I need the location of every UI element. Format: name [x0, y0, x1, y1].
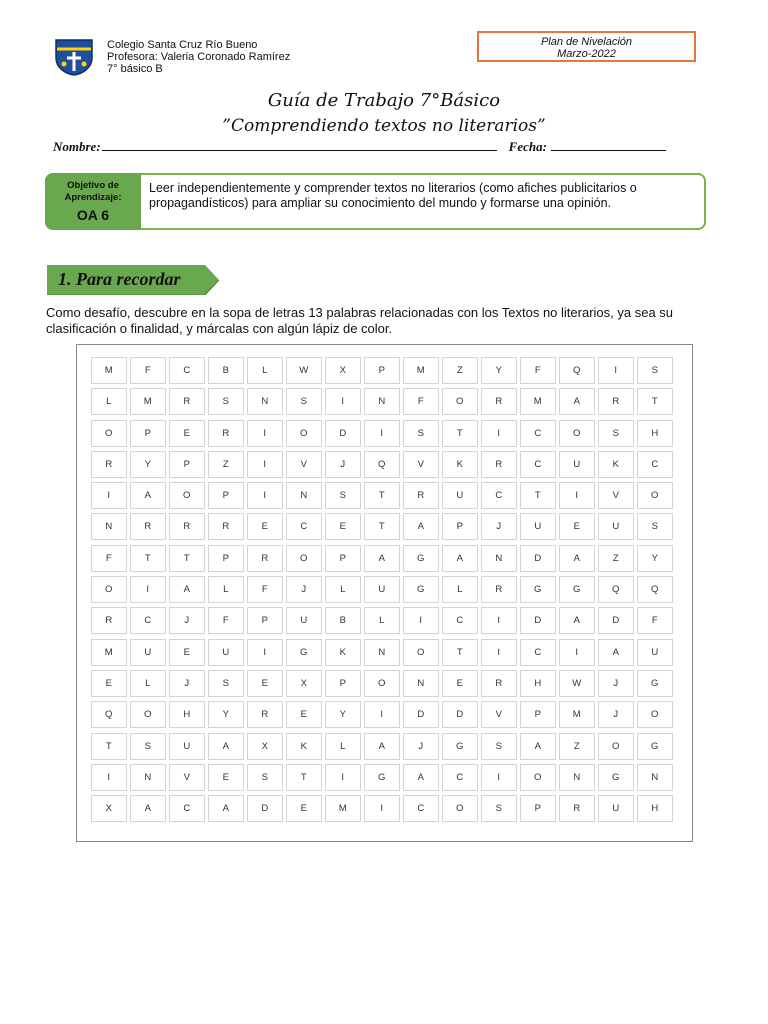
wordsearch-cell[interactable]: O — [169, 482, 205, 509]
wordsearch-cell[interactable]: G — [520, 576, 556, 603]
wordsearch-cell[interactable]: U — [637, 639, 673, 666]
wordsearch-cell[interactable]: Y — [637, 545, 673, 572]
wordsearch-cell[interactable]: V — [481, 701, 517, 728]
wordsearch-cell[interactable]: N — [559, 764, 595, 791]
wordsearch-cell[interactable]: E — [247, 670, 283, 697]
wordsearch-cell[interactable]: I — [559, 482, 595, 509]
wordsearch-cell[interactable]: B — [325, 607, 361, 634]
objective-label: Objetivo de Aprendizaje: — [64, 180, 122, 203]
wordsearch-cell[interactable]: G — [442, 733, 478, 760]
wordsearch-cell[interactable]: R — [169, 388, 205, 415]
wordsearch-cell[interactable]: T — [442, 639, 478, 666]
wordsearch-cell[interactable]: J — [169, 607, 205, 634]
wordsearch-cell[interactable]: A — [169, 576, 205, 603]
wordsearch-cell[interactable]: S — [130, 733, 166, 760]
wordsearch-cell[interactable]: X — [91, 795, 127, 822]
wordsearch-cell[interactable]: S — [325, 482, 361, 509]
wordsearch-cell[interactable]: I — [91, 482, 127, 509]
wordsearch-cell[interactable]: E — [559, 513, 595, 540]
wordsearch-cell[interactable]: A — [559, 388, 595, 415]
wordsearch-cell[interactable]: Z — [442, 357, 478, 384]
wordsearch-cell[interactable]: L — [130, 670, 166, 697]
wordsearch-cell[interactable]: W — [286, 357, 322, 384]
wordsearch-cell[interactable]: H — [637, 420, 673, 447]
wordsearch-cell[interactable]: O — [520, 764, 556, 791]
wordsearch-grid — [91, 357, 673, 822]
wordsearch-cell[interactable]: S — [247, 764, 283, 791]
wordsearch-cell[interactable]: T — [442, 420, 478, 447]
wordsearch-cell[interactable]: T — [286, 764, 322, 791]
wordsearch-cell[interactable]: O — [286, 420, 322, 447]
wordsearch-cell[interactable]: L — [91, 388, 127, 415]
wordsearch-cell[interactable]: Y — [130, 451, 166, 478]
wordsearch-cell[interactable]: A — [559, 545, 595, 572]
wordsearch-cell[interactable]: C — [442, 607, 478, 634]
wordsearch-cell[interactable]: I — [130, 576, 166, 603]
wordsearch-cell[interactable]: O — [442, 795, 478, 822]
wordsearch-cell[interactable]: G — [403, 545, 439, 572]
wordsearch-cell[interactable]: C — [169, 795, 205, 822]
wordsearch-cell[interactable]: A — [364, 733, 400, 760]
wordsearch-cell[interactable]: I — [364, 701, 400, 728]
wordsearch-cell[interactable]: I — [481, 420, 517, 447]
wordsearch-cell[interactable]: Q — [364, 451, 400, 478]
wordsearch-cell[interactable]: Z — [559, 733, 595, 760]
teacher-name: Profesora: Valeria Coronado Ramírez — [107, 51, 291, 63]
wordsearch-cell[interactable]: U — [598, 513, 634, 540]
wordsearch-cell[interactable]: P — [520, 795, 556, 822]
wordsearch-cell[interactable]: N — [403, 670, 439, 697]
wordsearch-cell[interactable]: I — [481, 639, 517, 666]
wordsearch-cell[interactable]: K — [442, 451, 478, 478]
wordsearch-cell[interactable]: G — [598, 764, 634, 791]
objective-text: Leer independientemente y comprender textos no literarios (como afiches publicitarios o propagandísticos) para ampliar su conocimiento del mundo y formarse una opinión. — [149, 181, 637, 210]
wordsearch-cell[interactable]: V — [403, 451, 439, 478]
wordsearch-cell[interactable]: R — [481, 576, 517, 603]
wordsearch-cell[interactable]: L — [325, 733, 361, 760]
wordsearch-cell[interactable]: C — [286, 513, 322, 540]
wordsearch-cell[interactable]: G — [286, 639, 322, 666]
wordsearch-cell[interactable]: I — [247, 482, 283, 509]
wordsearch-cell[interactable]: E — [169, 420, 205, 447]
wordsearch-cell[interactable]: F — [247, 576, 283, 603]
wordsearch-cell[interactable]: I — [325, 764, 361, 791]
wordsearch-cell[interactable]: H — [520, 670, 556, 697]
wordsearch-cell[interactable]: J — [325, 451, 361, 478]
wordsearch-cell[interactable]: E — [442, 670, 478, 697]
wordsearch-cell[interactable]: K — [325, 639, 361, 666]
wordsearch-cell[interactable]: D — [403, 701, 439, 728]
wordsearch-cell[interactable]: E — [286, 701, 322, 728]
wordsearch-cell[interactable]: E — [91, 670, 127, 697]
grade-label: 7° básico B — [107, 63, 163, 75]
wordsearch-cell[interactable]: Z — [208, 451, 244, 478]
wordsearch-cell[interactable]: P — [325, 670, 361, 697]
guide-title: Guía de Trabajo 7°Básico — [267, 90, 501, 111]
wordsearch-cell[interactable]: R — [169, 513, 205, 540]
wordsearch-cell[interactable]: E — [286, 795, 322, 822]
wordsearch-cell[interactable]: I — [559, 639, 595, 666]
wordsearch-cell[interactable]: D — [598, 607, 634, 634]
wordsearch-cell[interactable]: H — [637, 795, 673, 822]
instructions: Como desafío, descubre en la sopa de letras 13 palabras relacionadas con los Textos no literarios, ya sea su clasificación o finalidad, y márcalas con algún lápiz de color. — [46, 305, 674, 336]
wordsearch-cell[interactable]: K — [286, 733, 322, 760]
wordsearch-cell[interactable]: P — [325, 545, 361, 572]
wordsearch-cell[interactable]: I — [364, 420, 400, 447]
wordsearch-cell[interactable]: X — [286, 670, 322, 697]
wordsearch-cell[interactable]: R — [598, 388, 634, 415]
wordsearch-cell[interactable]: R — [247, 701, 283, 728]
wordsearch-cell[interactable]: V — [169, 764, 205, 791]
wordsearch-cell[interactable]: A — [403, 513, 439, 540]
wordsearch-cell[interactable]: L — [208, 576, 244, 603]
wordsearch-cell[interactable]: M — [325, 795, 361, 822]
wordsearch-cell[interactable]: M — [130, 388, 166, 415]
wordsearch-cell[interactable]: K — [598, 451, 634, 478]
wordsearch-cell[interactable]: O — [286, 545, 322, 572]
wordsearch-cell[interactable]: P — [520, 701, 556, 728]
wordsearch-cell[interactable]: R — [247, 545, 283, 572]
wordsearch-cell[interactable]: S — [481, 795, 517, 822]
wordsearch-cell[interactable]: O — [403, 639, 439, 666]
wordsearch-cell[interactable]: A — [130, 482, 166, 509]
wordsearch-cell[interactable]: U — [364, 576, 400, 603]
wordsearch-cell[interactable]: O — [130, 701, 166, 728]
wordsearch-cell[interactable]: M — [91, 639, 127, 666]
wordsearch-cell[interactable]: N — [637, 764, 673, 791]
wordsearch-cell[interactable]: J — [403, 733, 439, 760]
wordsearch-cell[interactable]: N — [364, 639, 400, 666]
wordsearch-cell[interactable]: I — [247, 420, 283, 447]
plan-box — [477, 31, 696, 62]
wordsearch-cell[interactable]: C — [520, 451, 556, 478]
wordsearch-cell[interactable]: A — [130, 795, 166, 822]
wordsearch-cell[interactable]: U — [208, 639, 244, 666]
wordsearch-cell[interactable]: T — [364, 482, 400, 509]
wordsearch-cell[interactable]: T — [91, 733, 127, 760]
wordsearch-cell[interactable]: F — [208, 607, 244, 634]
wordsearch-cell[interactable]: D — [442, 701, 478, 728]
wordsearch-cell[interactable]: Y — [481, 357, 517, 384]
name-label: Nombre: — [53, 139, 101, 154]
wordsearch-cell[interactable]: S — [403, 420, 439, 447]
wordsearch-cell[interactable]: O — [598, 733, 634, 760]
name-field[interactable] — [102, 140, 497, 151]
wordsearch-cell[interactable]: A — [208, 733, 244, 760]
wordsearch-cell[interactable]: I — [91, 764, 127, 791]
wordsearch-cell[interactable]: U — [286, 607, 322, 634]
wordsearch-cell[interactable]: C — [520, 420, 556, 447]
wordsearch-cell[interactable]: O — [637, 482, 673, 509]
wordsearch-cell[interactable]: S — [637, 357, 673, 384]
wordsearch-cell[interactable]: O — [91, 420, 127, 447]
wordsearch-cell[interactable]: Q — [91, 701, 127, 728]
wordsearch-cell[interactable]: E — [325, 513, 361, 540]
wordsearch-cell[interactable]: O — [637, 701, 673, 728]
wordsearch-cell[interactable]: R — [208, 513, 244, 540]
wordsearch-cell[interactable]: T — [130, 545, 166, 572]
wordsearch-cell[interactable]: F — [130, 357, 166, 384]
wordsearch-cell[interactable]: I — [364, 795, 400, 822]
wordsearch-cell[interactable]: J — [481, 513, 517, 540]
wordsearch-cell[interactable]: L — [325, 576, 361, 603]
wordsearch-cell[interactable]: F — [91, 545, 127, 572]
objective-label-panel — [45, 173, 141, 230]
wordsearch-cell[interactable]: I — [247, 451, 283, 478]
wordsearch-cell[interactable]: L — [247, 357, 283, 384]
wordsearch-cell[interactable]: S — [208, 388, 244, 415]
name-date-line — [53, 139, 666, 155]
wordsearch-cell[interactable]: E — [208, 764, 244, 791]
wordsearch-cell[interactable]: C — [481, 482, 517, 509]
wordsearch-cell[interactable]: P — [247, 607, 283, 634]
wordsearch-cell[interactable]: Q — [598, 576, 634, 603]
wordsearch-cell[interactable]: S — [208, 670, 244, 697]
wordsearch-cell[interactable]: A — [442, 545, 478, 572]
wordsearch-cell[interactable]: Q — [559, 357, 595, 384]
wordsearch-cell[interactable]: R — [91, 607, 127, 634]
wordsearch-cell[interactable]: Q — [637, 576, 673, 603]
wordsearch-cell[interactable]: U — [130, 639, 166, 666]
wordsearch-cell[interactable]: D — [247, 795, 283, 822]
wordsearch-cell[interactable]: U — [520, 513, 556, 540]
wordsearch-cell[interactable]: G — [637, 733, 673, 760]
wordsearch-cell[interactable]: C — [520, 639, 556, 666]
wordsearch-cell[interactable]: A — [520, 733, 556, 760]
wordsearch-cell[interactable]: V — [598, 482, 634, 509]
plan-title: Plan de Nivelación — [540, 36, 633, 48]
wordsearch-cell[interactable]: P — [130, 420, 166, 447]
wordsearch-cell[interactable]: R — [481, 388, 517, 415]
wordsearch-cell[interactable]: S — [286, 388, 322, 415]
date-field[interactable] — [551, 140, 666, 151]
wordsearch-cell[interactable]: I — [403, 607, 439, 634]
school-info — [107, 39, 290, 75]
wordsearch-cell[interactable]: R — [91, 451, 127, 478]
wordsearch-cell[interactable]: O — [559, 420, 595, 447]
wordsearch-cell[interactable]: C — [637, 451, 673, 478]
wordsearch-cell[interactable]: R — [481, 451, 517, 478]
wordsearch-cell[interactable]: R — [403, 482, 439, 509]
wordsearch-cell[interactable]: U — [169, 733, 205, 760]
wordsearch-cell[interactable]: I — [598, 357, 634, 384]
wordsearch-cell[interactable]: G — [559, 576, 595, 603]
wordsearch-cell[interactable]: N — [130, 764, 166, 791]
wordsearch-cell[interactable]: N — [247, 388, 283, 415]
wordsearch-cell[interactable]: J — [169, 670, 205, 697]
wordsearch-cell[interactable]: Y — [208, 701, 244, 728]
date-label: Fecha: — [508, 139, 547, 154]
school-crest-logo — [54, 38, 94, 76]
wordsearch-cell[interactable]: O — [364, 670, 400, 697]
wordsearch-cell[interactable]: C — [442, 764, 478, 791]
wordsearch-cell[interactable]: G — [364, 764, 400, 791]
wordsearch-cell[interactable]: X — [325, 357, 361, 384]
wordsearch-cell[interactable]: R — [208, 420, 244, 447]
wordsearch-cell[interactable]: C — [403, 795, 439, 822]
wordsearch-cell[interactable]: F — [403, 388, 439, 415]
wordsearch-cell[interactable]: P — [442, 513, 478, 540]
wordsearch-cell[interactable]: P — [169, 451, 205, 478]
wordsearch-cell[interactable]: I — [325, 388, 361, 415]
wordsearch-cell[interactable]: M — [403, 357, 439, 384]
wordsearch-cell[interactable]: G — [637, 670, 673, 697]
wordsearch-cell[interactable]: C — [169, 357, 205, 384]
wordsearch-cell[interactable]: W — [559, 670, 595, 697]
wordsearch-cell[interactable]: I — [247, 639, 283, 666]
wordsearch-cell[interactable]: E — [169, 639, 205, 666]
wordsearch-cell[interactable]: S — [637, 513, 673, 540]
wordsearch-cell[interactable]: A — [559, 607, 595, 634]
wordsearch-cell[interactable]: G — [403, 576, 439, 603]
wordsearch-cell[interactable]: I — [481, 764, 517, 791]
wordsearch-cell[interactable]: I — [481, 607, 517, 634]
wordsearch-cell[interactable]: R — [481, 670, 517, 697]
wordsearch-cell[interactable]: A — [403, 764, 439, 791]
wordsearch-cell[interactable]: J — [598, 670, 634, 697]
wordsearch-cell[interactable]: D — [520, 545, 556, 572]
wordsearch-cell[interactable]: A — [208, 795, 244, 822]
wordsearch-cell[interactable]: X — [247, 733, 283, 760]
objective-code: OA 6 — [76, 207, 110, 223]
wordsearch-cell[interactable]: T — [169, 545, 205, 572]
wordsearch-cell[interactable]: S — [481, 733, 517, 760]
wordsearch-cell[interactable]: A — [598, 639, 634, 666]
wordsearch-cell[interactable]: R — [559, 795, 595, 822]
wordsearch-cell[interactable]: T — [364, 513, 400, 540]
school-name: Colegio Santa Cruz Río Bueno — [107, 39, 258, 51]
wordsearch-cell[interactable]: E — [247, 513, 283, 540]
wordsearch-cell[interactable]: P — [208, 545, 244, 572]
wordsearch-cell[interactable]: A — [364, 545, 400, 572]
plan-date: Marzo-2022 — [557, 48, 616, 60]
wordsearch-cell[interactable]: C — [130, 607, 166, 634]
wordsearch-cell[interactable]: L — [442, 576, 478, 603]
wordsearch-cell[interactable]: P — [364, 357, 400, 384]
wordsearch-cell[interactable]: J — [598, 701, 634, 728]
wordsearch-cell[interactable]: O — [442, 388, 478, 415]
wordsearch-cell[interactable]: J — [286, 576, 322, 603]
wordsearch-cell[interactable]: H — [169, 701, 205, 728]
guide-subtitle: ”Comprendiendo textos no literarios” — [222, 116, 546, 136]
wordsearch-cell[interactable]: L — [364, 607, 400, 634]
wordsearch-cell[interactable]: P — [208, 482, 244, 509]
wordsearch-cell[interactable]: T — [637, 388, 673, 415]
wordsearch-cell[interactable]: N — [91, 513, 127, 540]
wordsearch-cell[interactable]: N — [286, 482, 322, 509]
wordsearch-cell[interactable]: F — [520, 357, 556, 384]
wordsearch-cell[interactable]: Y — [325, 701, 361, 728]
wordsearch-cell[interactable]: B — [208, 357, 244, 384]
wordsearch-cell[interactable]: V — [286, 451, 322, 478]
wordsearch-cell[interactable]: T — [520, 482, 556, 509]
wordsearch-cell[interactable]: D — [325, 420, 361, 447]
wordsearch-cell[interactable]: U — [442, 482, 478, 509]
wordsearch-cell[interactable]: M — [91, 357, 127, 384]
wordsearch-cell[interactable]: O — [91, 576, 127, 603]
wordsearch-cell[interactable]: U — [598, 795, 634, 822]
wordsearch-cell[interactable]: S — [598, 420, 634, 447]
wordsearch-cell[interactable]: M — [520, 388, 556, 415]
wordsearch-cell[interactable]: N — [364, 388, 400, 415]
wordsearch-cell[interactable]: R — [130, 513, 166, 540]
wordsearch-cell[interactable]: U — [559, 451, 595, 478]
wordsearch-cell[interactable]: D — [520, 607, 556, 634]
wordsearch-cell[interactable]: Z — [598, 545, 634, 572]
wordsearch-cell[interactable]: F — [637, 607, 673, 634]
wordsearch-cell[interactable]: N — [481, 545, 517, 572]
section-title: 1. Para recordar — [58, 269, 181, 289]
wordsearch-cell[interactable]: M — [559, 701, 595, 728]
